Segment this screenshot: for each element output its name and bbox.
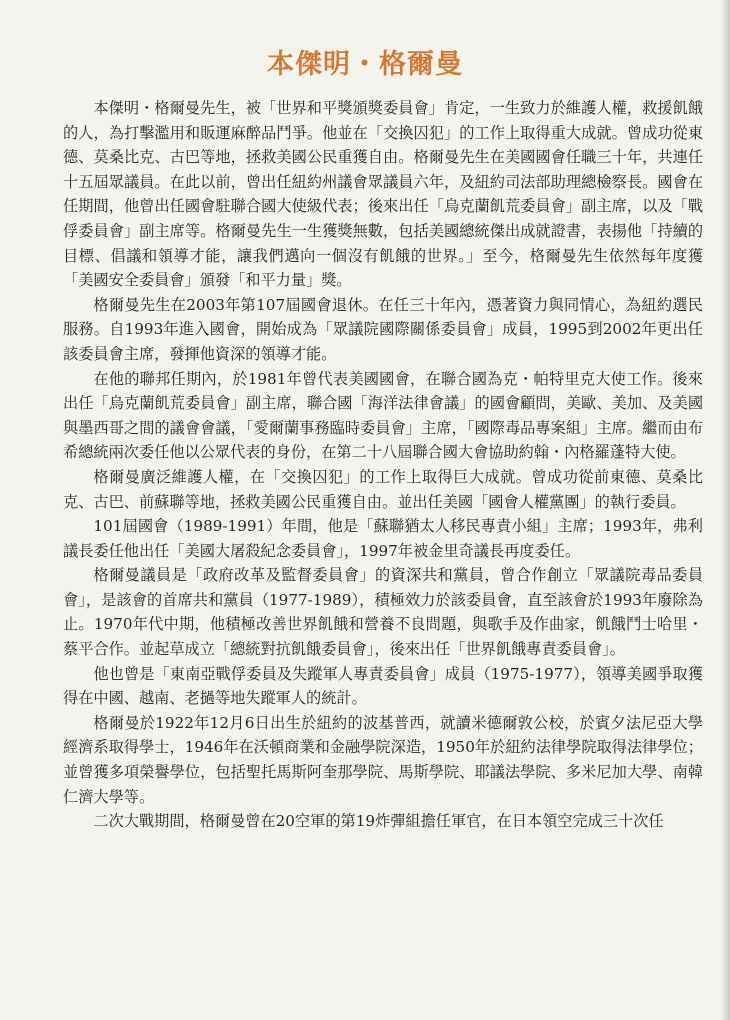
- page-title: 本傑明・格爾曼: [267, 49, 463, 80]
- paragraph-intro: 本傑明・格爾曼先生，被「世界和平獎頒獎委員會」肯定，一生致力於維護人權，救援飢餓的人，為打擊濫用和販運麻醉品鬥爭。他並在「交換囚犯」的工作上取得重大成就。曾成功從東德、莫桑比克、古巴等地，拯救美國公民重獲自由。格爾曼先生在美國國會任職三十年，共連任十五屆眾議員。在此以前，曾出任紐約州議會眾議員六年，及紐約司法部助理總檢察長。國會在任期間，他曾出任國會駐聯合國大使級代表；後來出任「烏克蘭飢荒委員會」副主席，以及「戰俘委員會」副主席等。格爾曼先生一生獲獎無數，包括美國總統傑出成就證書，表揚他「持續的目標、倡議和領導才能，讓我們邁向一個沒有飢餓的世界。」至今，格爾曼先生依然每年度獲「美國安全委員會」頒發「和平力量」獎。: [63, 99, 703, 290]
- paragraph-101st-congress: 101屆國會（1989-1991）年間，他是「蘇聯猶太人移民專責小組」主席；1993年，弗利議長委任他出任「美國大屠殺紀念委員會」，1997年被金里奇議長再度委任。: [63, 517, 703, 560]
- article-body: [63, 96, 703, 834]
- paragraph-federal-tenure: 在他的聯邦任期內，於1981年曾代表美國國會，在聯合國為克・帕特里克大使工作。後來出任「烏克蘭飢荒委員會」副主席，聯合國「海洋法律會議」的國會顧問，美歐、美加、及美國與墨西哥之間的議會會議，「愛爾蘭事務臨時委員會」主席，「國際毒品專案組」主席。繼而由布希總統兩次委任他以公眾代表的身份，在第二十八屆聯合國大會協助約翰・內格羅蓬特大使。: [63, 369, 703, 462]
- paragraph-retirement: 格爾曼先生在2003年第107屆國會退休。在任三十年內，憑著資力與同情心，為紐約選民服務。自1993年進入國會，開始成為「眾議院國際關係委員會」成員，1995到2002年更出任該委員會主席，發揮他資深的領導才能。: [63, 295, 703, 363]
- paragraph-pow-committee: 他也曾是「東南亞戰俘委員及失蹤軍人專責委員會」成員（1975-1977），領導美國爭取獲得在中國、越南、老撾等地失蹤軍人的統計。: [63, 664, 703, 708]
- paragraph-education: 格爾曼於1922年12月6日出生於紐約的波基普西，就讀米德爾敦公校，於賓夕法尼亞大學經濟系取得學士，1946年在沃頓商業和金融學院深造，1950年於紐約法律學院取得法律學位；並曾獲多項榮譽學位，包括聖托馬斯阿奎那學院、馬斯學院、耶議法學院、多米尼加大學、南韓仁濟大學等。: [63, 713, 703, 806]
- paragraph-wwii: 二次大戰期間，格爾曼曾在20空軍的第19炸彈組擔任軍官，在日本領空完成三十次任: [93, 812, 664, 831]
- page-edge-shadow: [721, 0, 730, 1020]
- paragraph-human-rights: 格爾曼廣泛維護人權，在「交換囚犯」的工作上取得巨大成就。曾成功從前東德、莫桑比克、古巴、前蘇聯等地，拯救美國公民重獲自由。並出任美國「國會人權黨團」的執行委員。: [63, 467, 703, 511]
- paragraph-government-reform: 格爾曼議員是「政府改革及監督委員會」的資深共和黨員，曾合作創立「眾議院毒品委員會」，是該會的首席共和黨員（1977-1989），積極效力於該委員會，直至該會於1993年廢除為止。1970年代中期，他積極改善世界飢餓和營養不良問題，與歌手及作曲家，飢餓鬥士哈里・蔡平合作。並起草成立「總統對抗飢餓委員會」，後來出任「世界飢餓專責委員會」。: [63, 566, 703, 659]
